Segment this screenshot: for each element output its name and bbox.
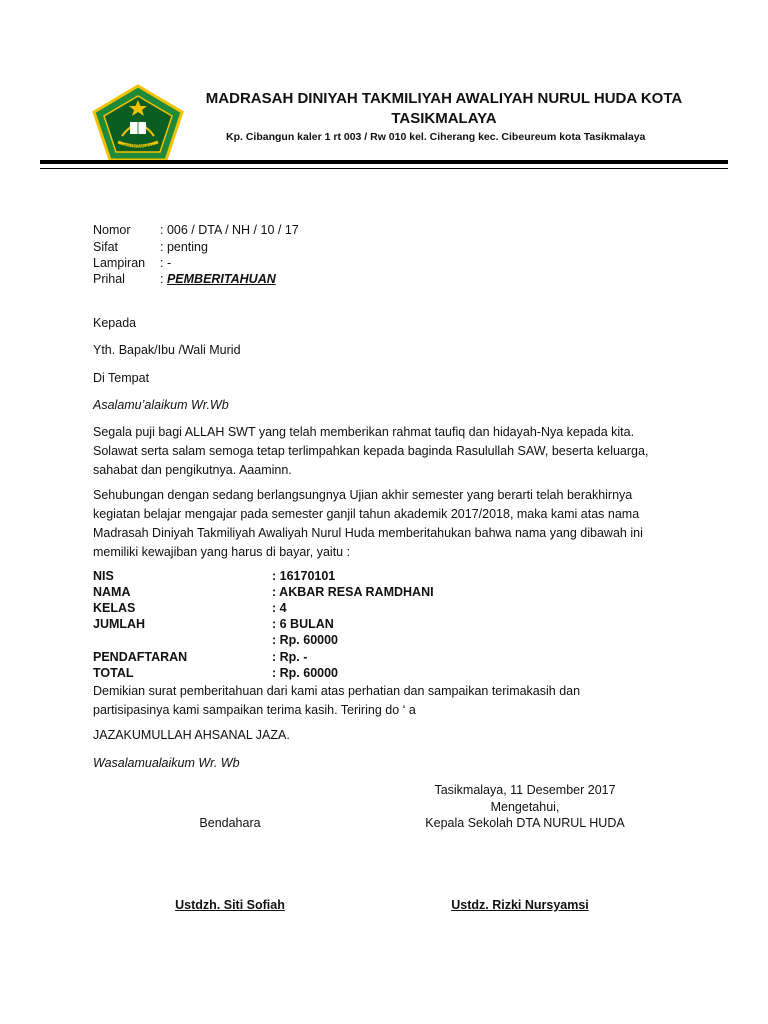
prihal-value-wrapper: [160, 272, 276, 287]
right-signatory-role: Kepala Sekolah DTA NURUL HUDA: [425, 816, 625, 830]
di-tempat: Di Tempat: [93, 371, 150, 385]
nomor-label: Nomor: [93, 223, 131, 237]
nomor-value: : 006 / DTA / NH / 10 / 17: [160, 223, 299, 237]
prihal-label: Prihal: [93, 272, 125, 286]
lampiran-value: : -: [160, 256, 172, 270]
lampiran-label: Lampiran: [93, 256, 146, 270]
detail-label: NAMA: [93, 585, 131, 599]
detail-value: : Rp. 60000: [272, 666, 339, 680]
paragraph-2: Sehubungan dengan sedang berlangsungnya Ujian akhir semester yang berarti telah berakhirnya kegiatan belajar mengajar pada semester ganjil tahun akademik 2017/2018, maka kami atas nama Madrasah Diniyah Takmiliyah Awaliyah Nurul Huda memberitahukan bahwa nama yang dibawah ini memiliki kewajiban yang harus di bayar, yaitu :: [93, 488, 643, 559]
yth-recipient: Yth. Bapak/Ibu /Wali Murid: [93, 343, 241, 357]
school-logo: [92, 84, 184, 162]
prihal-colon: :: [160, 272, 167, 286]
school-name-line1: MADRASAH DINIYAH TAKMILIYAH AWALIYAH NURUL HUDA KOTA: [205, 90, 683, 107]
left-signatory-role: Bendahara: [199, 816, 261, 830]
right-signatory-name: Ustdz. Rizki Nursyamsi: [451, 898, 589, 912]
detail-value: : Rp. -: [272, 650, 308, 664]
header-rule-thick: [40, 160, 728, 164]
detail-value: : Rp. 60000: [272, 633, 339, 647]
detail-label: PENDAFTARAN: [93, 650, 188, 664]
place-date: Tasikmalaya, 11 Desember 2017: [434, 783, 616, 797]
detail-label: NIS: [93, 569, 114, 583]
sifat-label: Sifat: [93, 240, 119, 254]
detail-label: TOTAL: [93, 666, 134, 680]
detail-value: : 6 BULAN: [272, 617, 334, 631]
detail-value: : 4: [272, 601, 287, 615]
detail-label: KELAS: [93, 601, 136, 615]
paragraph-1: Segala puji bagi ALLAH SWT yang telah memberikan rahmat taufiq dan hidayah-Nya kepada kita. Solawat serta salam semoga tetap terlimpahkan kepada baginda Rasulullah SAW, beserta keluarga, sahabat dan pengikutnya. Aaaminn.: [93, 425, 649, 477]
mengetahui: Mengetahui,: [490, 800, 560, 814]
school-address: Kp. Cibangun kaler 1 rt 003 / Rw 010 kel. Ciherang kec. Cibeureum kota Tasikmalaya: [226, 131, 646, 143]
jazakumullah: JAZAKUMULLAH AHSANAL JAZA.: [93, 728, 290, 742]
left-signatory-name: Ustdzh. Siti Sofiah: [175, 898, 285, 912]
logo-text: KEMENTERIAN AGAMA: [115, 143, 161, 148]
greeting: Asalamu’alaikum Wr.Wb: [93, 398, 229, 412]
detail-value: : AKBAR RESA RAMDHANI: [272, 585, 434, 599]
school-name-line2: TASIKMALAYA: [391, 110, 497, 127]
prihal-value: PEMBERITAHUAN: [166, 272, 276, 286]
salam-penutup: Wasalamualaikum Wr. Wb: [93, 756, 240, 770]
detail-value: : 16170101: [272, 569, 336, 583]
detail-label: JUMLAH: [93, 617, 146, 631]
kepada: Kepada: [93, 316, 137, 330]
header-rule-thin: [40, 168, 728, 169]
closing-paragraph: Demikian surat pemberitahuan dari kami atas perhatian dan sampaikan terimakasih dan partisipasinya kami sampaikan terima kasih. Teriring do ‘ a: [93, 684, 581, 717]
sifat-value: : penting: [160, 240, 208, 254]
